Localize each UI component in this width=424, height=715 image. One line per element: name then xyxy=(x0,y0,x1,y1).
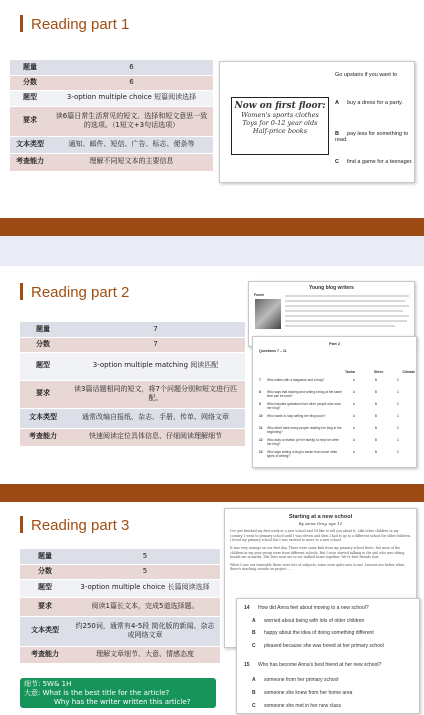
spec-key: 题型 xyxy=(10,90,50,106)
spec-value: 阅读1篇长文本，完成5道选择题。 xyxy=(70,597,220,616)
title-accent-bar xyxy=(20,516,23,533)
tip-note xyxy=(20,678,216,708)
question-sheet-heading: Part 2 xyxy=(328,341,341,346)
section-gap xyxy=(0,236,424,266)
article-byline: By Anna Gray, age 11 xyxy=(298,521,343,526)
matching-question: 10 Who wants to stop writing her blog soon? A B C xyxy=(259,414,400,418)
sign-line: Toys for 0-12 year olds xyxy=(242,119,318,128)
divider-band xyxy=(0,218,424,236)
answer-option: C find a game for a teenager. xyxy=(335,159,413,165)
mc-question: 15 Who has become Anna's best friend at her new school? xyxy=(244,662,382,668)
spec-key: 题型 xyxy=(20,352,66,380)
spec-value: 5 xyxy=(70,564,220,579)
column-header: Steve xyxy=(373,370,384,374)
spec-value: 3-option multiple choice 短篇阅读选择 xyxy=(50,90,213,106)
spec-value: 读3篇话题相同的短文，将7个问题分别和短文进行匹配。 xyxy=(66,380,245,408)
spec-key: 考查能力 xyxy=(10,153,50,171)
matching-question: 8 Who says that sharing and writing a blog at the same time can be hard? A B C xyxy=(259,390,400,398)
part3-question-card xyxy=(236,598,420,714)
tip-line: Why has the writer written this article? xyxy=(54,697,191,706)
spec-key: 题量 xyxy=(10,60,50,75)
blog-text-lines xyxy=(285,294,411,334)
part2-spec-table xyxy=(20,322,245,447)
matching-question: 13 Who says writing a blog is easier than some other types of writing? A B C xyxy=(259,450,400,458)
column-header: Tasha xyxy=(345,370,355,374)
part1-title: Reading part 1 xyxy=(20,15,129,33)
spec-value: 理解文章细节、大意、情感态度 xyxy=(70,646,220,663)
spec-value: 7 xyxy=(66,322,245,337)
spec-value: 读6篇日常生活常见的短文、选择和短文意思一致的选项。（1短文+3句话选项） xyxy=(50,106,213,136)
spec-value: 7 xyxy=(66,337,245,352)
mc-option: C someone she met in her new class xyxy=(252,703,341,709)
title-accent-bar xyxy=(20,283,23,300)
sign-line: Half-price books xyxy=(252,127,308,136)
spec-value: 3-option multiple matching 阅读匹配 xyxy=(66,352,245,380)
divider-band xyxy=(0,484,424,502)
spec-value: 理解不同短文本的主要信息 xyxy=(50,153,213,171)
matching-question: 12 Who asks a relative (of her family) to help her write her blog? A B C xyxy=(259,438,400,446)
spec-key: 分数 xyxy=(20,564,70,579)
part1-sample-card xyxy=(219,61,415,183)
part1-spec-table xyxy=(10,60,213,172)
spec-value: 约250词，通常有4-5段 简化版的新闻、杂志或网络文章 xyxy=(70,616,220,646)
tip-line: 大意: What is the best title for the article? xyxy=(24,688,170,697)
mc-option: A someone from her primary school xyxy=(252,677,339,683)
article-paragraph: I've just finished my first week at a new school and I'd like to tell you about it. Like other children in my country, I went to primary school until I was eleven and then I had to go to a different school for older children. I loved my primary school but I was excited to move to a new school. xyxy=(230,529,411,543)
title-accent-bar xyxy=(20,15,23,32)
spec-key: 分数 xyxy=(10,75,50,90)
answer-option: A buy a dress for a party. xyxy=(335,100,403,106)
mc-option: C pleased because she was bored at her primary school xyxy=(252,643,384,649)
notice-sign xyxy=(231,97,329,155)
writer-photo xyxy=(255,299,281,329)
mc-option: A worried about being with lots of older children xyxy=(252,618,365,624)
article-paragraph: It was very strange on our first day. There were some kids from my primary school there, but most of the children in my year group were from different schools. But I soon started talking to the girl who was sitting beside me in maths. She lives near me so we walked home together. We're best friends now. xyxy=(230,545,405,560)
tip-line: 细节: 5W& 1H xyxy=(24,680,72,688)
spec-value: 快速阅读定位具体信息、仔细阅读理解细节 xyxy=(66,428,245,446)
part3-title: Reading part 3 xyxy=(20,516,129,534)
spec-value: 通常改编自报纸、杂志、手册、传单、网络文章 xyxy=(66,408,245,428)
blog-writer-name: Fumie xyxy=(254,293,265,297)
spec-value: 3-option multiple choice 长篇阅读选择 xyxy=(70,579,220,597)
article-heading: Starting at a new school xyxy=(288,514,353,520)
part2-question-card xyxy=(252,336,417,468)
article-paragraph: When I saw our timetable there were lots of subjects, some were quite new to me! Lessons are better when there's teaching outside on project. ... xyxy=(230,562,405,572)
spec-key: 题量 xyxy=(20,549,70,564)
spec-key: 文本类型 xyxy=(10,136,50,153)
question-range: Questions 7 – 11 xyxy=(259,349,287,353)
sign-line: Women's sports clothes xyxy=(241,111,319,119)
spec-value: 5 xyxy=(70,549,220,564)
column-headers xyxy=(345,370,415,374)
mc-question: 14 How did Anna feel about moving to a new school? xyxy=(244,605,369,611)
spec-value: 6 xyxy=(50,75,213,90)
blog-heading: Young blog writers xyxy=(309,285,354,291)
spec-value: 6 xyxy=(50,60,213,75)
mc-option: B someone she knew from her home area xyxy=(252,690,353,696)
spec-key: 题量 xyxy=(20,322,66,337)
spec-key: 要求 xyxy=(20,380,66,408)
matching-question: 9 Who includes questions from other people who read her blog? A B C xyxy=(259,402,400,410)
part3-spec-table xyxy=(20,549,220,664)
answer-option: B pay less for something to read. xyxy=(335,131,409,143)
matching-question: 7 Who writes with a magazine and a blog? A B C xyxy=(259,378,400,382)
spec-key: 文本类型 xyxy=(20,408,66,428)
column-header: Climate xyxy=(402,370,415,374)
sample-prompt: Go upstairs if you want to xyxy=(335,72,398,78)
spec-key: 考查能力 xyxy=(20,428,66,446)
mc-option: B happy about the idea of doing something different xyxy=(252,630,374,636)
sign-heading: Now on first floor: xyxy=(234,101,326,111)
spec-key: 要求 xyxy=(20,597,70,616)
spec-key: 考查能力 xyxy=(20,646,70,663)
spec-key: 题型 xyxy=(20,579,70,597)
spec-key: 要求 xyxy=(10,106,50,136)
question-list xyxy=(259,378,415,462)
spec-key: 分数 xyxy=(20,337,66,352)
matching-question: 11 Who didn't have many people reading her blog in the beginning? A B C xyxy=(259,426,400,434)
spec-key: 文本类型 xyxy=(20,616,70,646)
spec-value: 通知、邮件、短信、广告、标志、便条等 xyxy=(50,136,213,153)
part2-title: Reading part 2 xyxy=(20,283,129,301)
